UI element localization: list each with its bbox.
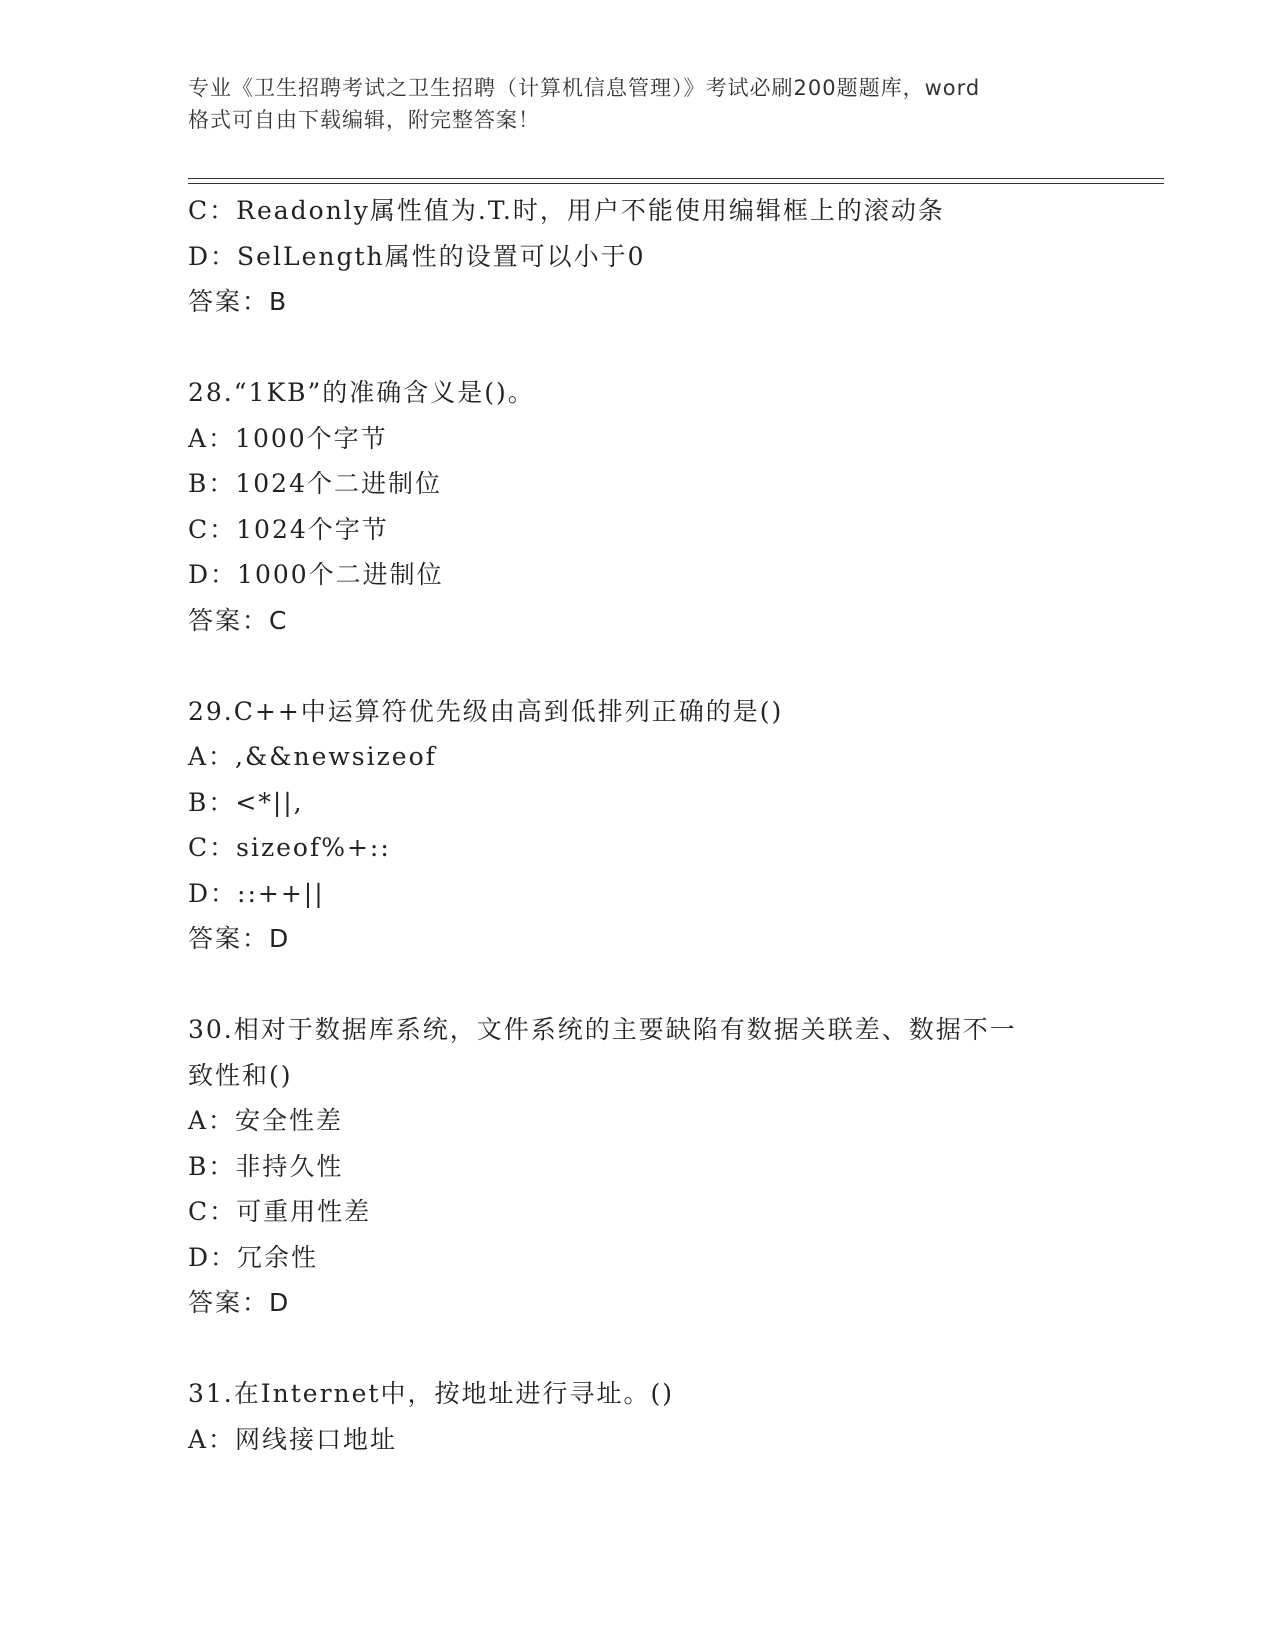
header-line-1: 专业《卫生招聘考试之卫生招聘（计算机信息管理）》考试必刷200题题库，word bbox=[188, 76, 981, 100]
answer: 答案：C bbox=[188, 605, 289, 635]
spacer bbox=[188, 643, 1088, 689]
spacer bbox=[188, 962, 1088, 1008]
question-stem: 28.“1KB”的准确含义是()。 bbox=[188, 378, 535, 407]
spacer bbox=[188, 325, 1088, 371]
document-header bbox=[188, 72, 1088, 136]
question-31 bbox=[188, 1371, 1088, 1462]
option-a: A：网线接口地址 bbox=[188, 1424, 398, 1454]
option-a: A：1000个字节 bbox=[188, 423, 388, 453]
question-28 bbox=[188, 370, 1088, 643]
question-27-continued bbox=[188, 188, 1088, 325]
option-d: D：冗余性 bbox=[188, 1242, 319, 1272]
option-a: A：安全性差 bbox=[188, 1106, 344, 1135]
option-a: A：,&&newsizeof bbox=[188, 742, 437, 771]
option-c: C：可重用性差 bbox=[188, 1197, 372, 1226]
option-c: C：Readonly属性值为.T.时，用户不能使用编辑框上的滚动条 bbox=[188, 196, 945, 225]
option-d: D：::++|| bbox=[188, 878, 325, 908]
option-b: B：非持久性 bbox=[188, 1151, 344, 1181]
answer: 答案：D bbox=[188, 1288, 291, 1317]
header-line-2: 格式可自由下载编辑，附完整答案！ bbox=[188, 108, 540, 132]
question-stem: 31.在Internet中，按地址进行寻址。() bbox=[188, 1379, 674, 1408]
header-rule-bottom bbox=[188, 183, 1164, 184]
question-list bbox=[188, 188, 1088, 1462]
header-rule-top bbox=[188, 178, 1164, 179]
question-stem: 29.C++中运算符优先级由高到低排列正确的是() bbox=[188, 696, 784, 726]
question-29 bbox=[188, 689, 1088, 962]
answer: 答案：D bbox=[188, 924, 291, 953]
option-c: C：1024个字节 bbox=[188, 514, 389, 544]
option-b: B：<*||, bbox=[188, 787, 304, 817]
spacer bbox=[188, 1326, 1088, 1372]
question-30 bbox=[188, 1007, 1088, 1326]
answer: 答案：B bbox=[188, 287, 289, 316]
option-d: D：SelLength属性的设置可以小于0 bbox=[188, 241, 646, 271]
option-c: C：sizeof%+:: bbox=[188, 833, 391, 862]
option-b: B：1024个二进制位 bbox=[188, 469, 442, 498]
question-stem-line-1: 30.相对于数据库系统，文件系统的主要缺陷有数据关联差、数据不一 bbox=[188, 1015, 1017, 1044]
question-stem-line-2: 致性和() bbox=[188, 1060, 293, 1090]
option-d: D：1000个二进制位 bbox=[188, 560, 444, 589]
